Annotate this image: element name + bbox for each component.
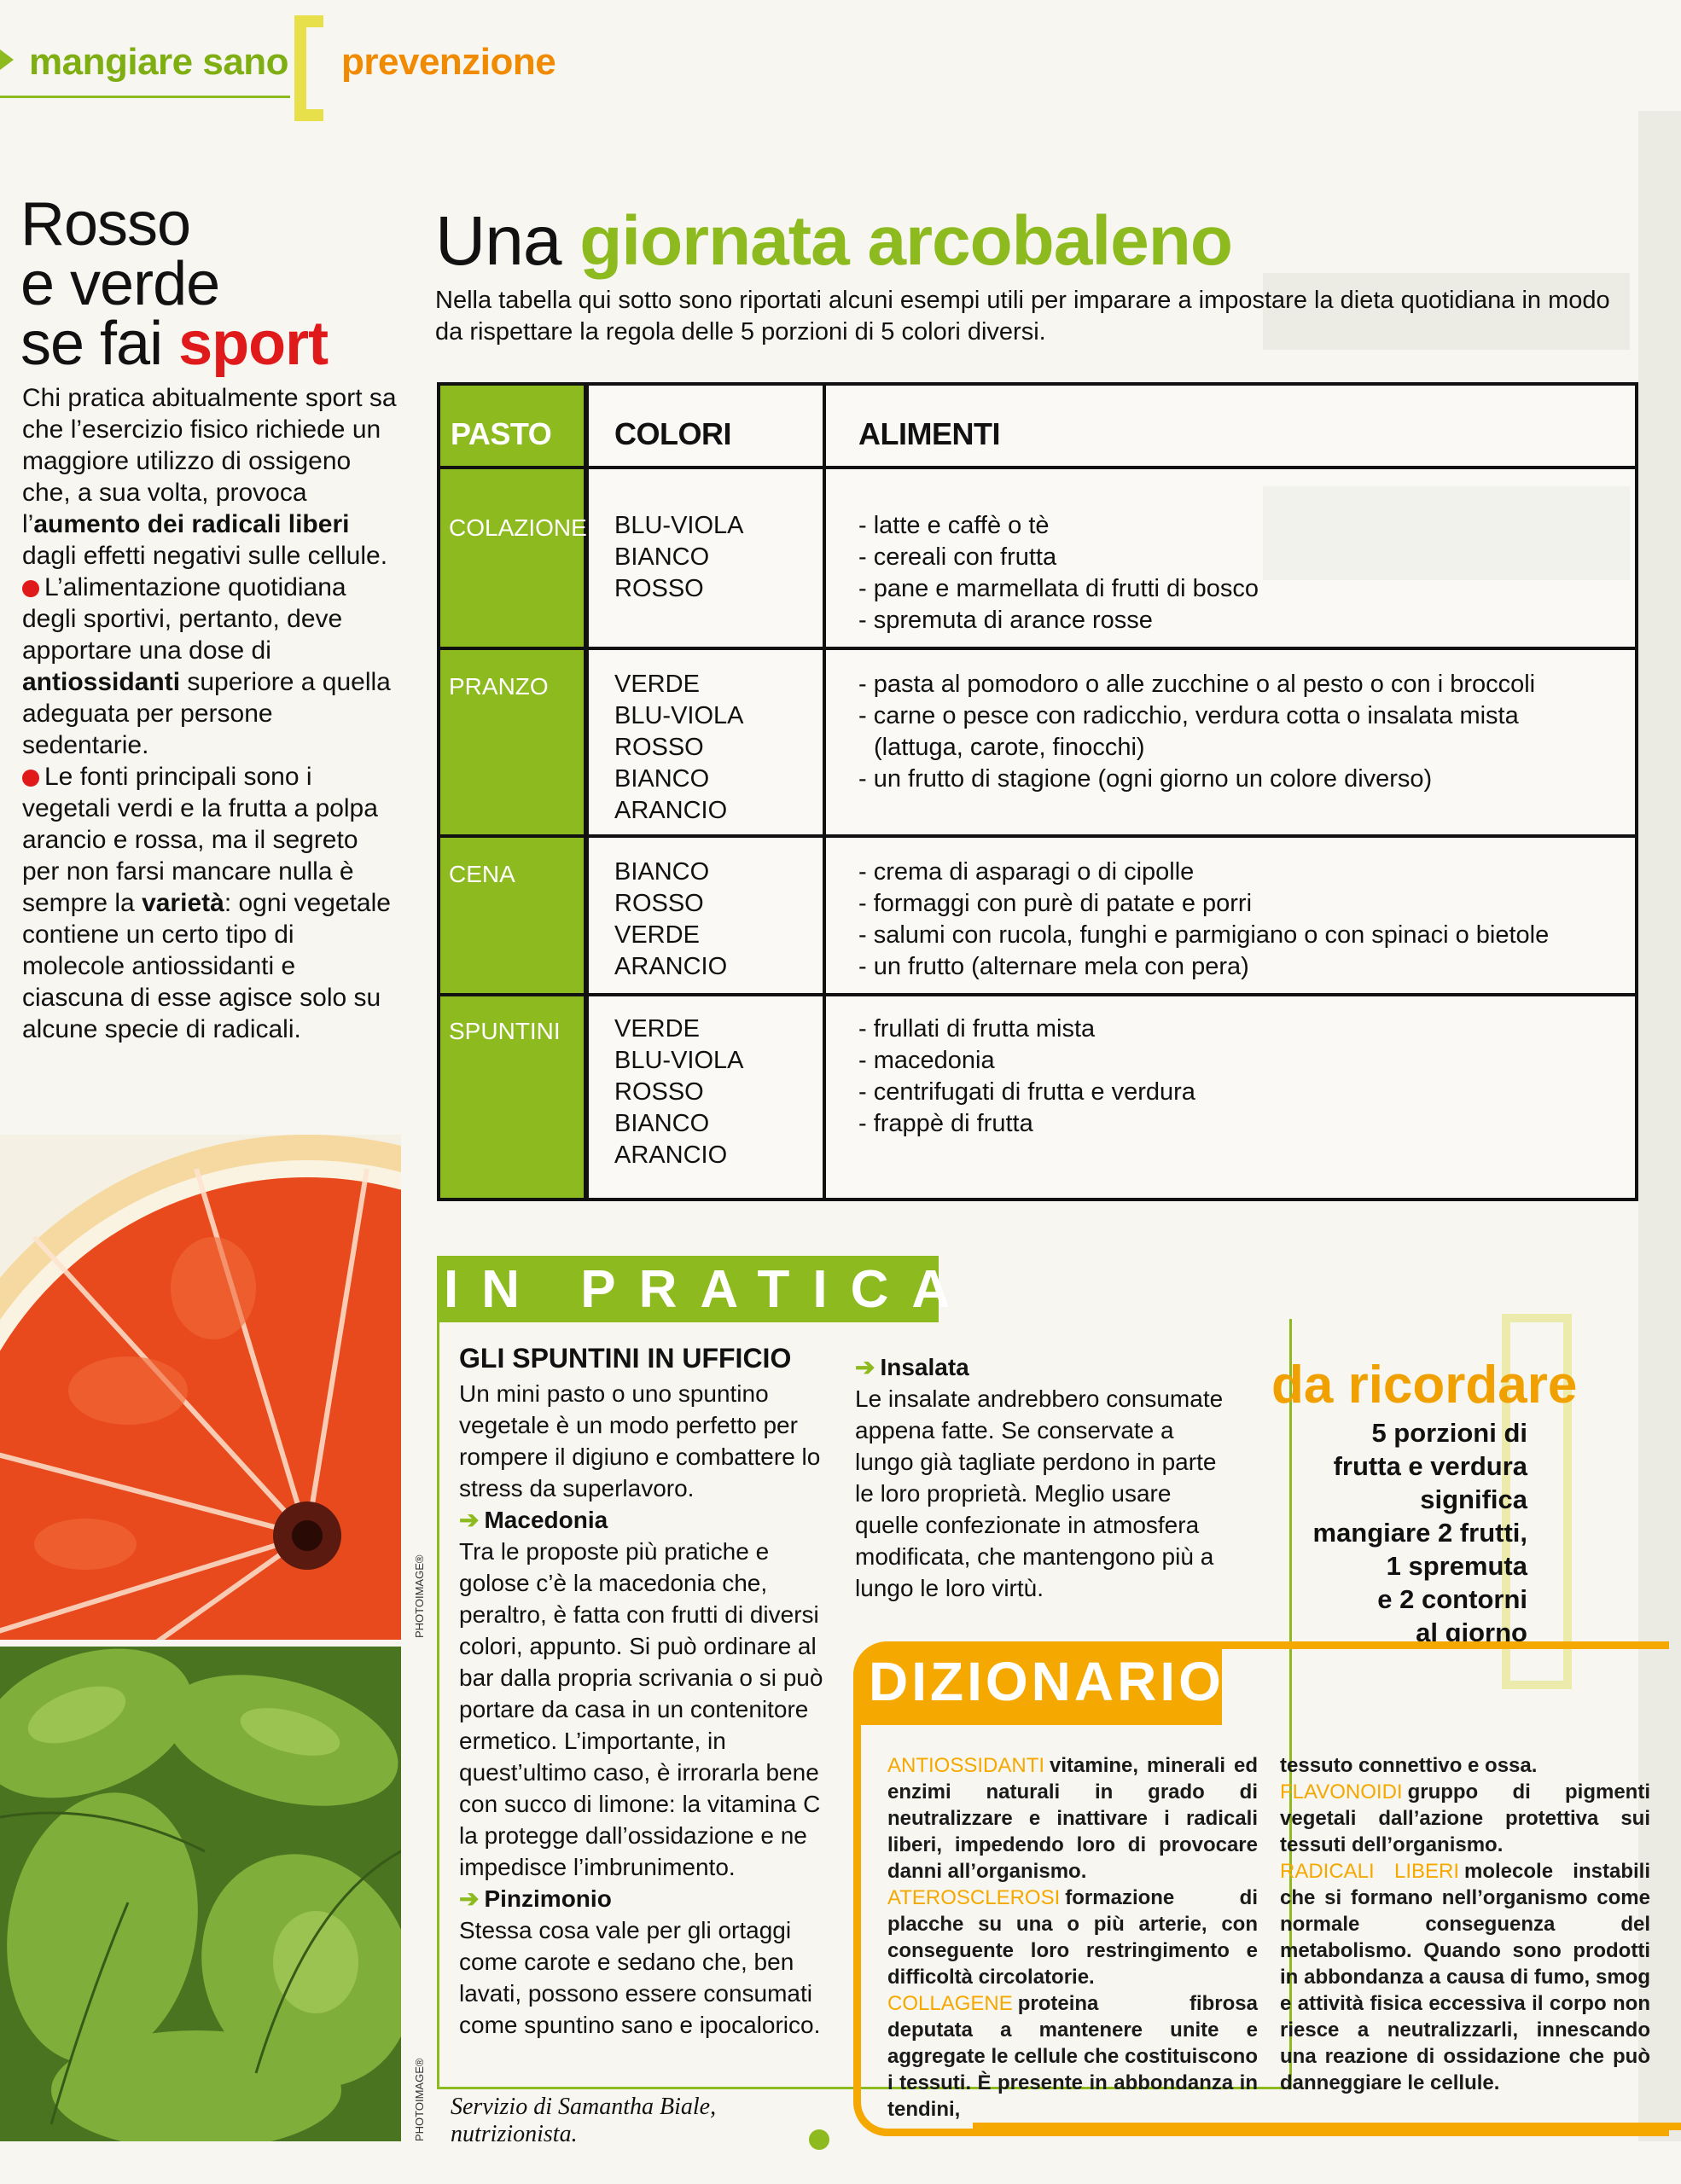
sidebar-text: Chi pratica abitualmente sport sa che l’esercizio fisico richiede un maggiore utilizzo di ossigeno che, a sua volta, provoca l’ xyxy=(22,384,397,538)
table-header-pasto: PASTO xyxy=(451,416,552,451)
alimento-item: - frullati di frutta mista xyxy=(858,1015,1096,1043)
sidebar-title-line3 xyxy=(20,310,329,378)
da-ricordare-text xyxy=(1254,1416,1527,1649)
header-rule xyxy=(0,96,290,98)
in-pratica-col-right xyxy=(855,1351,1230,1604)
sidebar-title xyxy=(20,190,329,378)
in-pratica-heading: GLI SPUNTINI IN UFFICIO xyxy=(459,1343,792,1374)
alimento-item: (lattuga, carote, finocchi) xyxy=(874,734,1145,761)
colore-item: VERDE xyxy=(614,1015,700,1043)
header-bracket xyxy=(294,15,323,121)
alimento-item: - pane e marmellata di frutti di bosco xyxy=(858,575,1259,602)
sidebar-text: dagli effetti negativi sulle cellule. xyxy=(22,542,388,570)
dizionario-col-right xyxy=(1280,1752,1650,2096)
alimento-item: - carne o pesce con radicchio, verdura cotta o insalata mista xyxy=(858,702,1519,729)
insalata-text: Le insalate andrebbero consumate appena fatte. Se conservate a lungo già tagliate perdono in parte le loro proprietà. Meglio usare quelle confezionate in atmosfera modificata, che mantengono più a lungo le loro virtù. xyxy=(855,1385,1224,1601)
alimento-item: - salumi con rucola, funghi e parmigiano o con spinaci o bietole xyxy=(858,921,1550,949)
table-row-alimenti xyxy=(858,857,1549,983)
section-label: mangiare sano xyxy=(29,41,289,83)
alimento-item: - crema di asparagi o di cipolle xyxy=(858,858,1195,886)
grapefruit-illustration xyxy=(0,1135,401,1640)
macedonia-text: Tra le proposte più pratiche e golose c’è la macedonia che, peraltro, è fatta con frutti di diversi colori, appunto. Si può ordinare al bar dalla propria scrivania o si può portare da casa in un contenitore ermetico. L’importante, in quest’ultimo caso, è irrorarla bene con succo di limone: la vitamina C la protegge dall’ossidazione e ne impedisce l’imbrunimento. xyxy=(459,1538,823,1880)
da-ricordare-line: al giorno xyxy=(1416,1618,1527,1647)
da-ricordare-line: 1 spremuta xyxy=(1386,1551,1527,1581)
alimento-item: - pasta al pomodoro o alle zucchine o al pesto o con i broccoli xyxy=(858,671,1536,698)
dizionario-def: formazione di placche su una o più arterie, con conseguente loro restringimento e difficoltà circolatorie. xyxy=(887,1886,1258,1989)
colore-item: ROSSO xyxy=(614,890,704,917)
alimento-item: - macedonia xyxy=(858,1047,995,1074)
author-credit xyxy=(451,2094,716,2148)
sidebar-paragraph xyxy=(22,382,398,572)
sidebar-text-bold: antiossidanti xyxy=(22,668,181,696)
da-ricordare-title: da ricordare xyxy=(1271,1356,1578,1414)
dizionario-entry xyxy=(1280,1779,1650,1858)
bullet-dot-icon xyxy=(22,770,39,787)
insalata-subheading xyxy=(855,1351,1230,1383)
sidebar-text-bold: aumento dei radicali liberi xyxy=(33,510,350,538)
author-credit-line: Servizio di Samantha Biale, xyxy=(451,2094,717,2120)
da-ricordare-line: significa xyxy=(1420,1484,1527,1514)
sidebar-text: : ogni vegetale contiene un certo tipo di molecole antiossidanti e ciascuna di esse agisce solo su alcune specie di radicali. xyxy=(22,889,391,1043)
colore-item: BLU-VIOLA xyxy=(614,512,744,539)
alimento-item: - un frutto di stagione (ogni giorno un colore diverso) xyxy=(858,765,1433,793)
sidebar-paragraph xyxy=(22,761,398,1045)
dizionario-def: proteina fibrosa deputata a mantenere unite e aggregate le cellule che costituiscono i tessuti. È presente in abbondanza in tendini, xyxy=(887,1992,1258,2121)
dizionario-term: FLAVONOIDI xyxy=(1280,1780,1403,1804)
da-ricordare-line: frutta e verdura xyxy=(1333,1451,1527,1481)
in-pratica-col-left xyxy=(459,1343,829,2041)
page-title xyxy=(435,201,1232,282)
table-row-pasto: COLAZIONE xyxy=(449,514,587,541)
alimento-item: - formaggi con purè di patate e porri xyxy=(858,890,1253,917)
da-ricordare-line: mangiare 2 frutti, xyxy=(1312,1518,1527,1548)
table-row-alimenti xyxy=(858,510,1259,636)
da-ricordare-line: e 2 contorni xyxy=(1377,1584,1527,1614)
bullet-dot-icon xyxy=(22,580,39,597)
pinzimonio-text: Stessa cosa vale per gli ortaggi come carote e sedano che, ben lavati, possono essere consumati come spuntino sano e ipocalorico. xyxy=(459,1917,821,2038)
dizionario-def: tessuto connettivo e ossa. xyxy=(1280,1754,1538,1777)
spinach-photo xyxy=(0,1647,401,2141)
colore-item: ARANCIO xyxy=(614,1141,728,1169)
colore-item: BIANCO xyxy=(614,543,710,571)
dizionario-entry xyxy=(887,1885,1258,1990)
dizionario-title: DIZIONARIO xyxy=(869,1651,1224,1712)
dizionario-def: vitamine, minerali ed enzimi naturali in grado di neutralizzare e inattivare i radicali liberi, impedendo loro di provocare danni all’organismo. xyxy=(887,1754,1258,1883)
table-divider xyxy=(823,386,826,1198)
arrow-right-icon: ➔ xyxy=(459,1507,480,1533)
header-marker-icon xyxy=(0,49,14,70)
colore-item: ROSSO xyxy=(614,734,704,761)
alimento-item: - centrifugati di frutta e verdura xyxy=(858,1078,1195,1106)
sidebar-text: Le fonti principali sono i vegetali verdi e la frutta a polpa arancio e rossa, ma il segreto per non farsi mancare nulla è sempre la xyxy=(22,763,378,917)
grapefruit-photo xyxy=(0,1135,401,1640)
in-pratica-band xyxy=(437,1256,974,1322)
arrow-right-icon: ➔ xyxy=(459,1885,480,1912)
macedonia-subheading xyxy=(459,1504,829,1536)
dizionario-term: ANTIOSSIDANTI xyxy=(887,1754,1045,1777)
end-dot-icon xyxy=(809,2129,829,2150)
dizionario-term: COLLAGENE xyxy=(887,1992,1013,2015)
table-row-pasto: CENA xyxy=(449,861,515,887)
colore-item: BIANCO xyxy=(614,1110,710,1137)
sidebar-title-emphasis: sport xyxy=(178,310,329,378)
sidebar-text: L’alimentazione quotidiana degli sportivi, pertanto, deve apportare una dose di xyxy=(22,573,346,665)
sidebar-title-line1: Rosso xyxy=(20,190,191,258)
dizionario-col-left xyxy=(887,1752,1258,2123)
pasto-column-fill xyxy=(440,386,587,1198)
alimento-item: - un frutto (alternare mela con pera) xyxy=(858,953,1249,980)
photo-credit: PHOTOIMAGE® xyxy=(413,2058,426,2141)
page-title-emphasis: giornata arcobaleno xyxy=(579,202,1232,280)
table-row-pasto: PRANZO xyxy=(449,673,549,700)
table-row-pasto: SPUNTINI xyxy=(449,1018,561,1044)
colore-item: ARANCIO xyxy=(614,797,728,824)
dizionario-entry xyxy=(887,1752,1258,1885)
sidebar-text-bold: varietà xyxy=(142,889,224,917)
table-row-alimenti xyxy=(858,669,1535,795)
in-pratica-intro: Un mini pasto o uno spuntino vegetale è un modo perfetto per rompere il digiuno e combattere lo stress da superlavoro. xyxy=(459,1380,821,1502)
table-header-alimenti: ALIMENTI xyxy=(858,416,1000,451)
sidebar-body xyxy=(22,382,398,1045)
arrow-right-icon: ➔ xyxy=(855,1354,875,1380)
table-row-alimenti xyxy=(858,1014,1195,1140)
sidebar-title-line3-pre: se fai xyxy=(20,310,179,378)
colore-item: VERDE xyxy=(614,921,700,949)
dizionario-entry xyxy=(887,1990,1258,2123)
alimento-item: - spremuta di arance rosse xyxy=(858,607,1153,634)
intro-text: Nella tabella qui sotto sono riportati alcuni esempi utili per imparare a impostare la dieta quotidiana in modo da rispettare la regola delle 5 porzioni di 5 colori diversi. xyxy=(435,287,1610,346)
dizionario-term: RADICALI LIBERI xyxy=(1280,1860,1459,1883)
photo-credit: PHOTOIMAGE® xyxy=(413,1554,426,1638)
insalata-title: Insalata xyxy=(880,1354,969,1380)
macedonia-title: Macedonia xyxy=(484,1507,608,1533)
alimento-item: - frappè di frutta xyxy=(858,1110,1033,1137)
colore-item: BLU-VIOLA xyxy=(614,1047,744,1074)
dizionario-def: gruppo di pigmenti vegetali dall’azione protettiva sui tessuti dell’organismo. xyxy=(1280,1780,1650,1856)
sidebar-paragraph xyxy=(22,572,398,761)
dizionario-entry xyxy=(1280,1858,1650,2096)
in-pratica-title: IN PRATICA xyxy=(444,1260,974,1319)
alimento-item: - cereali con frutta xyxy=(858,543,1057,571)
sidebar-title-line2: e verde xyxy=(20,250,220,318)
table-header-colori: COLORI xyxy=(614,416,731,451)
colore-item: BIANCO xyxy=(614,765,710,793)
da-ricordare-line: 5 porzioni di xyxy=(1371,1418,1527,1448)
author-credit-line: nutrizionista. xyxy=(451,2121,578,2147)
dizionario-rule xyxy=(973,2123,1681,2130)
pinzimonio-subheading xyxy=(459,1883,829,1914)
spinach-illustration xyxy=(0,1647,401,2141)
sidebar-text: superiore a quella adeguata per persone sedentarie. xyxy=(22,668,391,759)
colore-item: ARANCIO xyxy=(614,953,728,980)
colore-item: ROSSO xyxy=(614,575,704,602)
colore-item: BLU-VIOLA xyxy=(614,702,744,729)
dizionario-term: ATEROSCLEROSI xyxy=(887,1886,1061,1909)
dizionario-tab xyxy=(853,1641,1222,1725)
colore-item: VERDE xyxy=(614,671,700,698)
dizionario-def: molecole instabili che si formano nell’organismo come normale conseguenza del metabolismo. Quando sono prodotti in abbondanza a causa di fumo, smog e attività fisica eccessiva il corpo non riesce a neutralizzarli, innescando una reazione di ossidazione che può danneggiare le cellule. xyxy=(1280,1860,1650,2094)
dizionario-entry xyxy=(1280,1752,1650,1779)
colore-item: BIANCO xyxy=(614,858,710,886)
pinzimonio-title: Pinzimonio xyxy=(484,1885,612,1912)
alimento-item: - latte e caffè o tè xyxy=(858,512,1050,539)
colore-item: ROSSO xyxy=(614,1078,704,1106)
subsection-label: prevenzione xyxy=(341,41,556,83)
page-title-pre: Una xyxy=(435,202,580,280)
